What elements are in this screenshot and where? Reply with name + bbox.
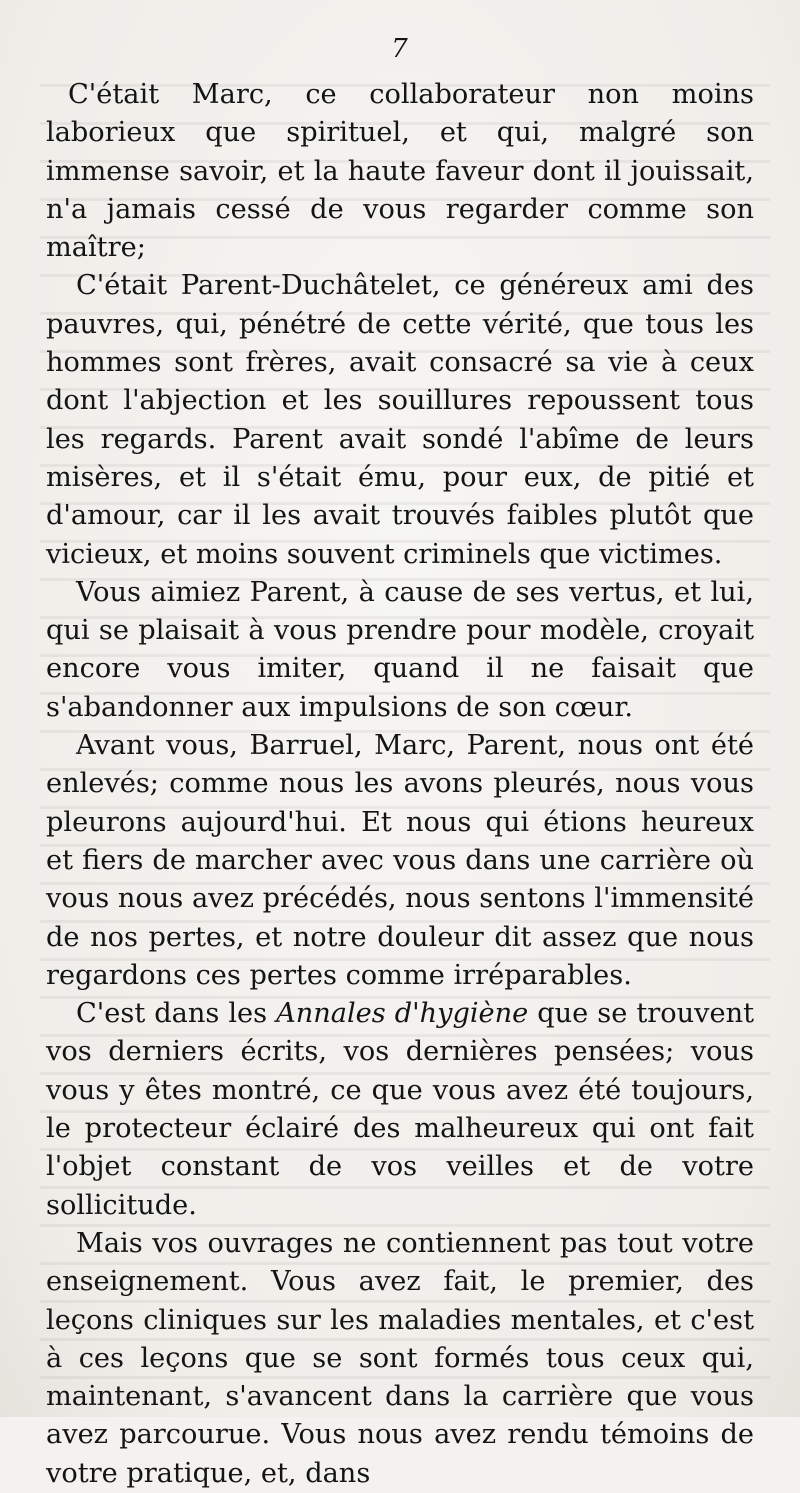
paragraph-marc: C'était Marc, ce collaborateur non moins laborieux que spirituel, et qui, malgré son immense savoir, et la haute faveur dont il jouissait, n'a jamais cessé de vous regarder comme son maître;: [46, 79, 754, 264]
body-text: [46, 76, 754, 1493]
paragraph-annales-start: C'est dans les: [76, 998, 277, 1030]
paragraph-parent-duchatelet: C'était Parent-Duchâtelet, ce généreux ami des pauvres, qui, pénétré de cette vérité, que tous les hommes sont frères, avait consacré sa vie à ceux dont l'abjection et les souillures repoussent tous les regards. Parent avait sondé l'abîme de leurs misères, et il s'était ému, pour eux, de pitié et d'amour, car il les avait trouvés faibles plutôt que vicieux, et moins souvent criminels que victimes.: [46, 270, 754, 570]
paragraph-annales-end: que se trouvent vos derniers écrits, vos dernières pensées; vous vous y êtes montré, ce que vous avez été toujours, le protecteur éclairé des malheureux qui ont fait l'objet constant de vos veilles et de votre sollicitude.: [46, 998, 755, 1221]
journal-title: Annales d'hygiène: [276, 998, 529, 1030]
paragraph-avant-vous: Avant vous, Barruel, Marc, Parent, nous ont été enlevés; comme nous les avons pleurés, nous vous pleurons aujourd'hui. Et nous qui étions heureux et fiers de marcher avec vous dans une carrière où vous nous avez précédés, nous sentons l'immensité de nos pertes, et notre douleur dit assez que nous regardons ces pertes comme irréparables.: [46, 730, 754, 991]
paragraph-annales: [46, 995, 754, 1225]
page-number: 7: [391, 34, 409, 64]
paragraph-vous-aimiez-parent: Vous aimiez Parent, à cause de ses vertus, et lui, qui se plaisait à vous prendre pour modèle, croyait encore vous imiter, quand il ne faisait que s'abandonner aux impulsions de son cœur.: [46, 576, 754, 723]
paragraph-ouvrages: Mais vos ouvrages ne contiennent pas tout votre enseignement. Vous avez fait, le premier, des leçons cliniques sur les maladies mentales, et c'est à ces leçons que se sont formés tous ceux qui, maintenant, s'avancent dans la carrière que vous avez parcourue. Vous nous avez rendu témoins de votre pratique, et, dans: [46, 1227, 754, 1489]
